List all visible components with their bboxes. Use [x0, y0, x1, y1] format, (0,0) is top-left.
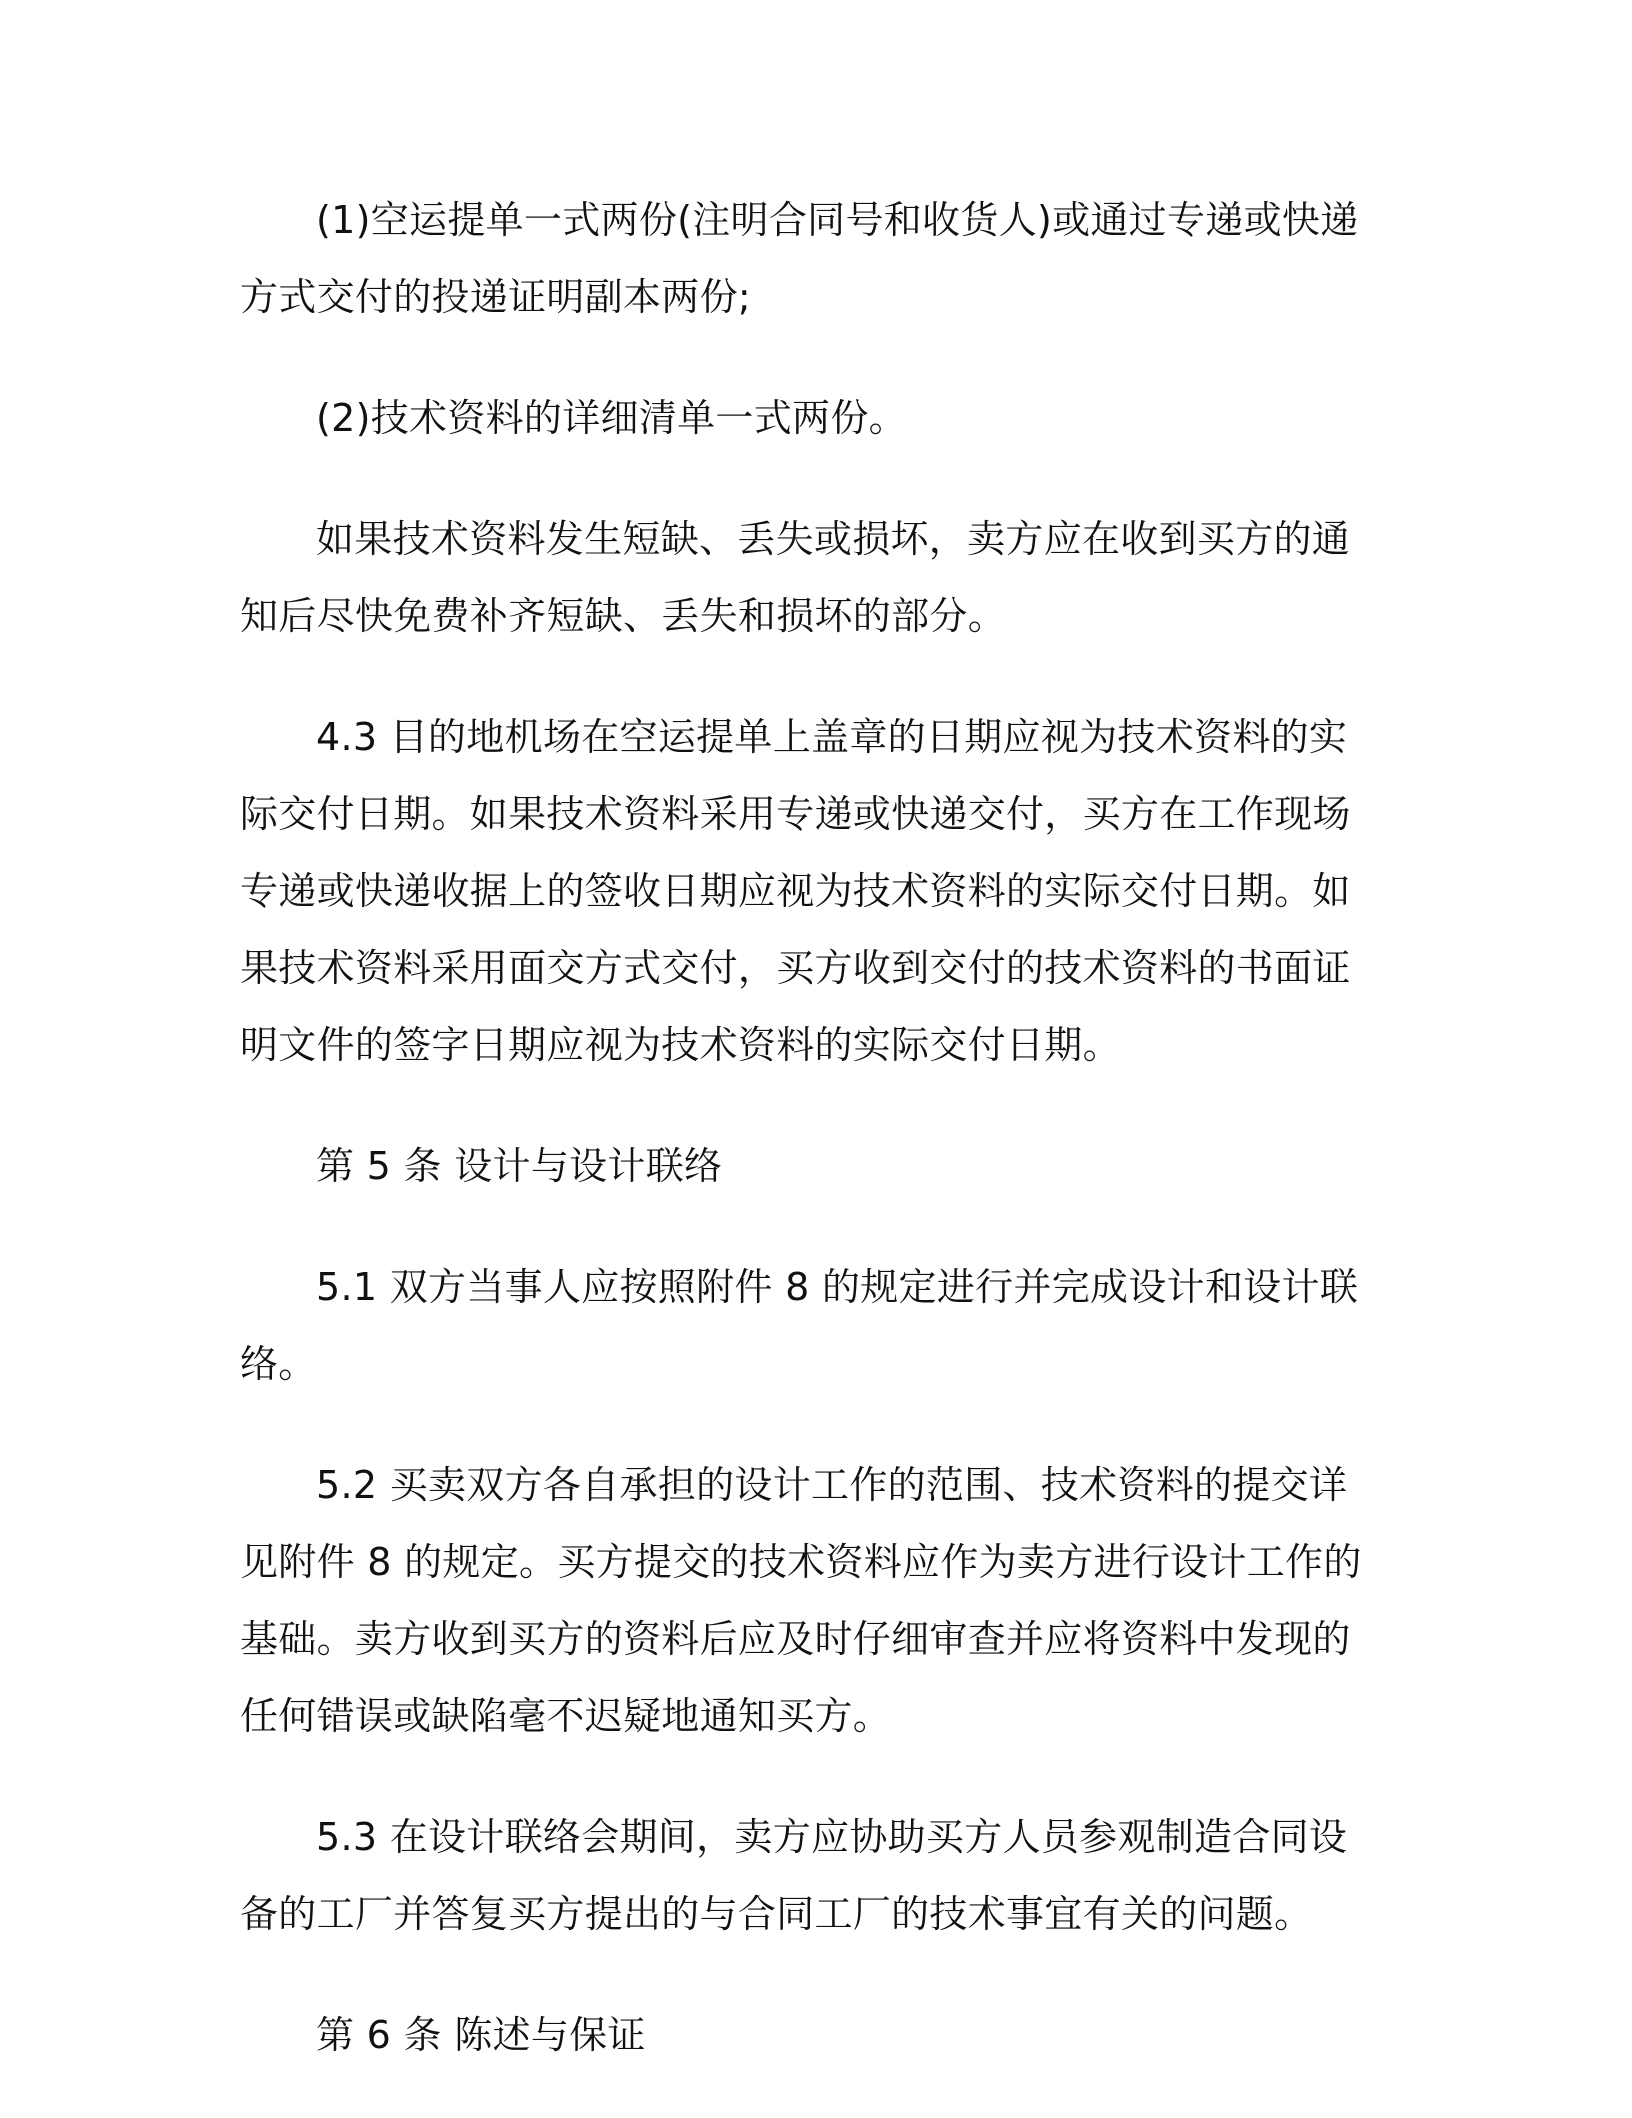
- paragraph-clause-5-2: 5.2 买卖双方各自承担的设计工作的范围、技术资料的提交详见附件 8 的规定。买方提交的技术资料应作为卖方进行设计工作的基础。卖方收到买方的资料后应及时仔细审查并应将资料中发现的任何错误或缺陷毫不迟疑地通知买方。: [240, 1463, 1362, 1738]
- paragraph-clause-4-3: 4.3 目的地机场在空运提单上盖章的日期应视为技术资料的实际交付日期。如果技术资料采用专递或快递交付，买方在工作现场专递或快递收据上的签收日期应视为技术资料的实际交付日期。如果技术资料采用面交方式交付，买方收到交付的技术资料的书面证明文件的签字日期应视为技术资料的实际交付日期。: [240, 715, 1351, 1067]
- heading-article-5: 第 5 条 设计与设计联络: [316, 1144, 723, 1188]
- paragraph-clause-5-3: 5.3 在设计联络会期间，卖方应协助买方人员参观制造合同设备的工厂并答复买方提出的与合同工厂的技术事宜有关的问题。: [240, 1815, 1348, 1936]
- heading-article-6: 第 6 条 陈述与保证: [316, 2013, 646, 2057]
- paragraph-air-waybill: (1)空运提单一式两份(注明合同号和收货人)或通过专递或快递方式交付的投递证明副本两份;: [240, 198, 1359, 319]
- paragraph-shortage-replacement: 如果技术资料发生短缺、丢失或损坏，卖方应在收到买方的通知后尽快免费补齐短缺、丢失和损坏的部分。: [240, 517, 1351, 638]
- paragraph-technical-list: (2)技术资料的详细清单一式两份。: [316, 396, 907, 440]
- paragraph-clause-5-1: 5.1 双方当事人应按照附件 8 的规定进行并完成设计和设计联络。: [240, 1265, 1359, 1386]
- document-page: [240, 182, 1380, 2118]
